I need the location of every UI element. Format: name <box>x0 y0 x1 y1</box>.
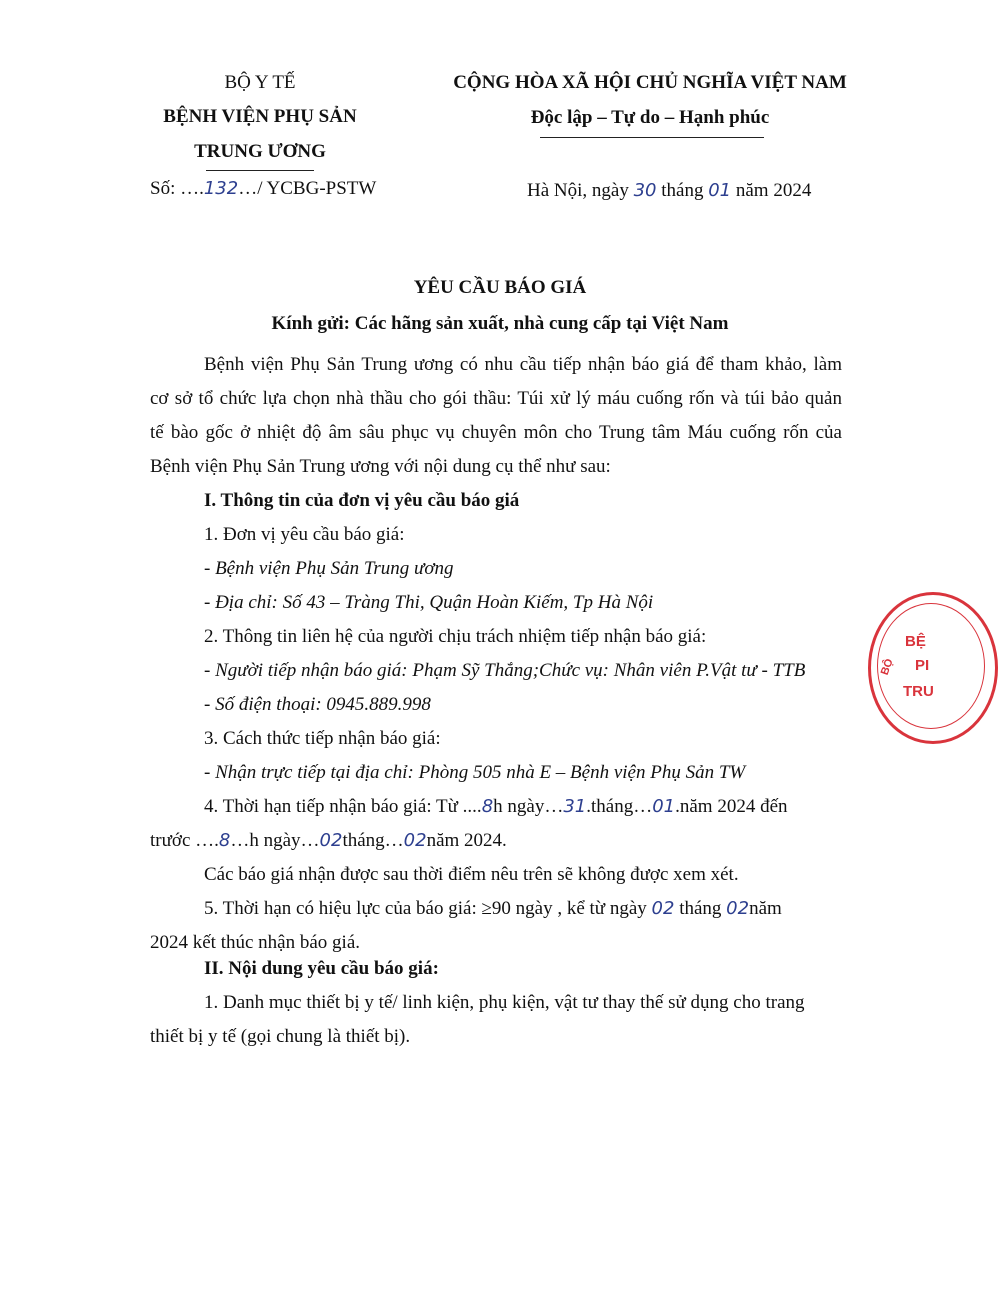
stamp-text-3: TRU <box>903 683 934 700</box>
official-stamp <box>868 592 998 744</box>
motto: Độc lập – Tự do – Hạnh phúc <box>530 107 770 128</box>
document-date <box>527 180 811 202</box>
section-2-item-1-line-1: 1. Danh mục thiết bị y tế/ linh kiện, phụ kiện, vật tư thay thế sử dụng cho trang <box>204 992 805 1013</box>
intro-line-3: tế bào gốc ở nhiệt độ âm sâu phục vụ chuyên môn cho Trung tâm Máu cuống rốn của <box>150 422 842 443</box>
item5-hw-month: 02 <box>726 898 750 919</box>
intro-line-1: Bệnh viện Phụ Sản Trung ương có nhu cầu tiếp nhận báo giá để tham khảo, làm <box>204 354 842 375</box>
date-month-label: tháng <box>661 180 704 201</box>
item4-hw-hour-2: 8 <box>218 830 231 851</box>
stamp-text-2: PI <box>915 657 930 674</box>
item4-text-2: h ngày… <box>493 796 564 817</box>
item4-text-7: tháng… <box>342 830 404 851</box>
receive-method: - Nhận trực tiếp tại địa chỉ: Phòng 505 nhà E – Bệnh viện Phụ Sản TW <box>204 762 746 783</box>
country-name: CỘNG HÒA XÃ HỘI CHỦ NGHĨA VIỆT NAM <box>453 72 847 93</box>
item4-hw-hour: 8 <box>481 796 494 817</box>
section-1-item-5-line-1 <box>150 892 850 926</box>
date-suffix: năm 2024 <box>735 180 812 201</box>
doc-number-suffix: …/ YCBG-PSTW <box>238 178 377 199</box>
doc-number-prefix: Số: …. <box>150 178 204 199</box>
section-1-heading: I. Thông tin của đơn vị yêu cầu báo giá <box>204 490 520 511</box>
contact-phone: - Số điện thoại: 0945.889.998 <box>204 694 431 715</box>
section-1-item-1: 1. Đơn vị yêu cầu báo giá: <box>204 524 405 545</box>
date-prefix: Hà Nội, ngày <box>527 180 629 201</box>
header-right-rule <box>540 137 764 138</box>
item5-text-2: tháng <box>679 898 722 919</box>
item4-text-8: năm 2024. <box>426 830 507 851</box>
intro-line-2: cơ sở tổ chức lựa chọn nhà thầu cho gói thầu: Túi xử lý máu cuống rốn và túi bảo quản <box>150 388 842 409</box>
intro-paragraph <box>150 348 842 484</box>
doc-number-handwritten: 132 <box>203 178 239 199</box>
date-day-handwritten: 30 <box>633 180 657 201</box>
item4-text-5: trước …. <box>150 830 219 851</box>
header-left-rule <box>206 170 314 171</box>
contact-person: - Người tiếp nhận báo giá: Phạm Sỹ Thắng;Chức vụ: Nhân viên P.Vật tư - TTB <box>204 660 806 681</box>
section-2-heading: II. Nội dung yêu cầu báo giá: <box>204 958 439 979</box>
stamp-text-4: BỘ <box>878 657 896 677</box>
section-1-item-4-line-1 <box>150 790 842 824</box>
stamp-text-1: BỆ <box>905 633 926 650</box>
item5-text-1: 5. Thời hạn có hiệu lực của báo giá: ≥90 ngày , kể từ ngày <box>204 898 647 919</box>
item5-text-3: năm <box>749 898 782 919</box>
section-1-item-5-line-2: 2024 kết thúc nhận báo giá. <box>150 932 361 953</box>
item4-text-6: …h ngày… <box>230 830 320 851</box>
hospital-name-line1: BỆNH VIỆN PHỤ SẢN <box>163 106 357 127</box>
document-number <box>150 178 376 200</box>
document-title: YÊU CẦU BÁO GIÁ <box>413 277 587 298</box>
requesting-unit: - Bệnh viện Phụ Sản Trung ương <box>204 558 454 579</box>
section-1-item-2: 2. Thông tin liên hệ của người chịu trách nhiệm tiếp nhận báo giá: <box>204 626 707 647</box>
item4-text-3: .tháng… <box>586 796 653 817</box>
item5-hw-day: 02 <box>651 898 675 919</box>
section-2 <box>150 952 850 1054</box>
section-2-item-1-line-2: thiết bị y tế (gọi chung là thiết bị). <box>150 1026 411 1047</box>
unit-address: - Địa chỉ: Số 43 – Tràng Thi, Quận Hoàn Kiếm, Tp Hà Nội <box>204 592 654 613</box>
section-1-item-3: 3. Cách thức tiếp nhận báo giá: <box>204 728 441 749</box>
item4-hw-month-2: 02 <box>403 830 427 851</box>
section-1 <box>150 484 850 960</box>
item4-hw-day-2: 02 <box>319 830 343 851</box>
date-month-handwritten: 01 <box>708 180 732 201</box>
item4-hw-day: 31 <box>563 796 587 817</box>
item4-hw-month: 01 <box>652 796 676 817</box>
ministry-name: BỘ Y TẾ <box>224 72 296 93</box>
section-1-item-4-line-2 <box>150 824 850 858</box>
item4-text-1: 4. Thời hạn tiếp nhận báo giá: Từ .... <box>204 796 482 817</box>
late-submission-note: Các báo giá nhận được sau thời điểm nêu trên sẽ không được xem xét. <box>204 864 739 885</box>
recipient-line: Kính gửi: Các hãng sản xuất, nhà cung cấp tại Việt Nam <box>271 313 729 334</box>
intro-line-4: Bệnh viện Phụ Sản Trung ương với nội dung cụ thể như sau: <box>150 456 611 477</box>
hospital-name-line2: TRUNG ƯƠNG <box>194 141 326 162</box>
item4-text-4: .năm 2024 đến <box>675 796 788 817</box>
